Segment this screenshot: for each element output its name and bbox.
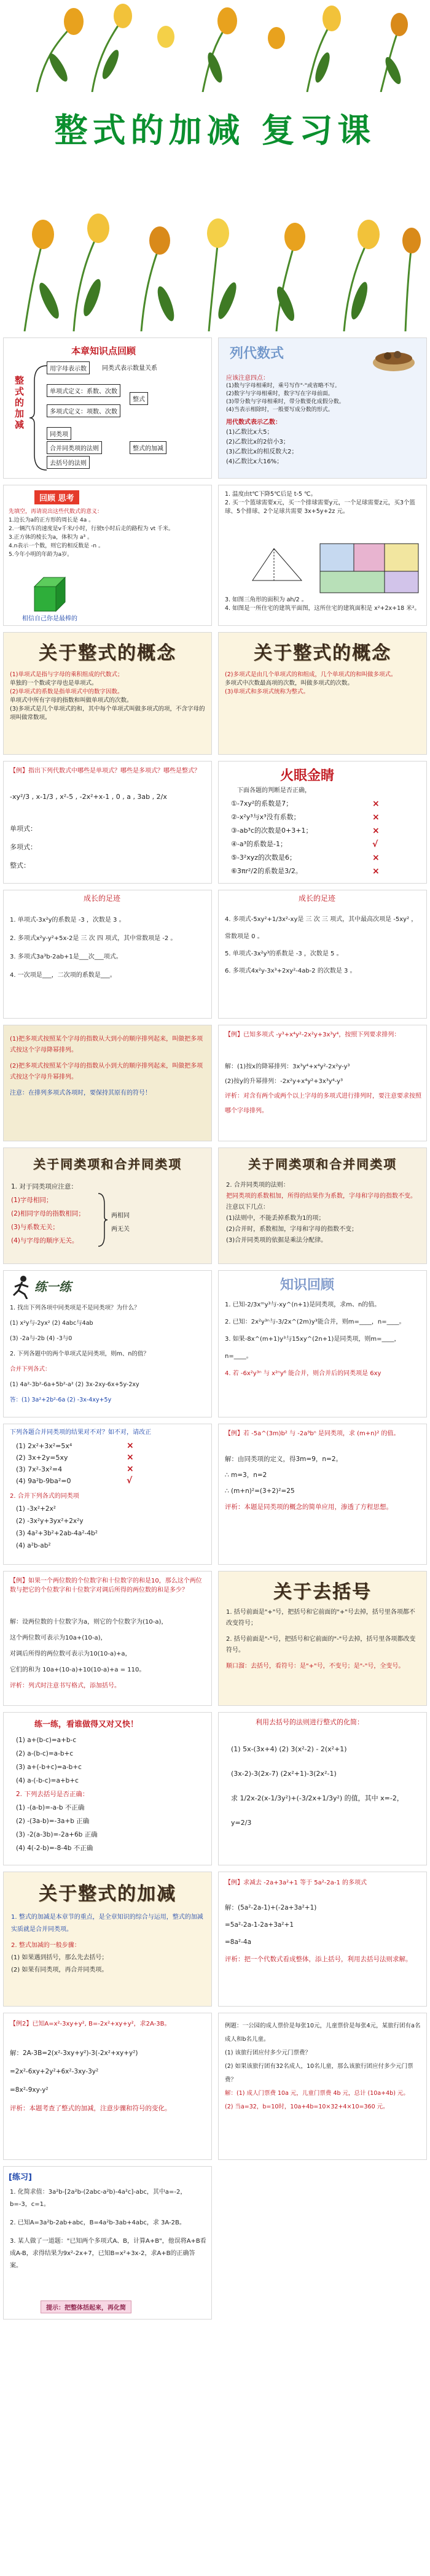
review-line: 4. 若 -6x²y³ⁿ 与 x²ⁿy⁶ 能合并，则合并后的同类项是 6xy (225, 1370, 381, 1377)
ticket-line: (2) 如果该旅行团有32名成人，10名儿童，那么该旅行团应付多少元门票费？ (225, 2063, 413, 2083)
slide-like-terms-2 (218, 1147, 427, 1264)
review-line: 3. 如果-8x^(m+1)y³与15xy^(2n+1)是同类项，则m=____，n=____。 (225, 1336, 401, 1360)
concept-line: 多项式中次数最高项的次数，叫做多项式的次数。 (225, 680, 354, 687)
example-head: 用代数式表示乙数： (226, 419, 281, 426)
fill-list-2 (225, 596, 421, 613)
example-head: 【例】若 -5a^(3m)b² 与 -2a⁹bⁿ 是同类项，求 (m+n)² 的值。 (225, 1430, 400, 1437)
node-add: 整式的加减 (130, 441, 166, 454)
exercise-line: 2. 已知A=3a²b-2ab+abc，B=4a²b-3ab+4abc，求 3A-2B。 (10, 2219, 186, 2226)
node-monomial: 单项式定义：系数、次数 (47, 384, 120, 397)
review-line: 4.n表示一个数，则它的相反数是 -n 。 (9, 543, 104, 549)
growth-line: 2. 多项式x²y-y²+5x-2是 三 次 四 项式，其中常数项是 -2 。 (10, 935, 177, 942)
expression-list: -xy²/3 , x-1/3 , x²-5 , -2x²+x-1 , 0 , a , 3ab , 2/x (10, 793, 167, 801)
example-answer-list (225, 1451, 421, 1515)
order-line: (2)把多项式按照某个字母的指数从小到大的顺序排列起来，叫做把多项式按这个字母升幂排列。 (10, 1063, 203, 1081)
judge-item: ②-x²y³与x³没有系数； (231, 813, 300, 821)
example-answer: =5a²-2a-1-2a+3a²+1 (225, 1921, 294, 1929)
bracket-practice: (3) -2(a-3b)=-2a+6b 正确 (16, 1831, 98, 1838)
slide-title: 列代数式 (230, 346, 284, 361)
note-line: (1)数与字母相乘时，乘号写作"·"或省略不写。 (226, 383, 340, 389)
slide-bracket-practice (3, 1712, 212, 1865)
concept-line: (1)单项式是指与字母的乘积组成的代数式； (10, 671, 123, 678)
judge-item: ⑥3πr²/2的系数是3/2。 (231, 867, 302, 875)
brace-note: 两相同 两无关 (111, 1213, 130, 1233)
example-answer: =8x²-9xy-y² (10, 2086, 49, 2094)
like-term-line: 1. 对于同类项应注意： (11, 1183, 77, 1190)
example-answer: =2x²-6xy+2y²+6x²-3xy-3y² (10, 2068, 99, 2075)
example-item: (1)乙数比x大5； (226, 429, 273, 436)
triangle-figure-icon (249, 544, 305, 587)
example-answer-list (10, 2044, 206, 2118)
growth-line: 4. 多项式-5xy²+1/3x²-xy是 三 次 三 项式，其中最高次项是 -5xy² ，常数项是 0 。 (225, 916, 418, 940)
node-like: 同类项 (47, 427, 71, 440)
check-list (16, 1440, 72, 1487)
example-answer: ∴ (m+n)²=(3+2)²=25 (225, 1487, 295, 1495)
simplify-list (231, 1737, 421, 1835)
note-line: (3)带分数与字母相乘时，带分数要化成假分数。 (226, 399, 345, 405)
growth-line: 6. 多项式4x²y-3x³+2xy²-4ab-2 的次数是 3 。 (225, 968, 356, 974)
bracket-rule: 2. 括号前面是"-"号，把括号和它前面的"-"号去掉，括号里各项都改变符号。 (226, 1636, 416, 1654)
slide-practice (3, 1270, 212, 1417)
judge-mark: × (372, 812, 380, 822)
growth-line: 5. 单项式-3x²y³的系数是 -3 ，次数是 5 。 (225, 951, 343, 957)
order-line: (1)把多项式按照某个字母的指数从大到小的顺序排列起来，叫做把多项式按这个字母降幂排列。 (10, 1036, 203, 1054)
example-answer: 解：由同类项的定义，得3m=9，n=2。 (225, 1456, 343, 1463)
slide-title: 利用去括号的法则进行整式的化简： (256, 1718, 364, 1726)
check-mark: × (127, 1464, 134, 1474)
node-same: 同类式表示数量关系 (102, 365, 157, 372)
ticket-line: 解：(1) 成人门票费 10a 元，儿童门票费 4b 元，总计 (10a+4b) 元。 (225, 2090, 409, 2097)
review-line: 2.一辆汽车的速度是v千米/小时，行驶t小时后走的路程为 vt 千米。 (9, 526, 174, 532)
example-answer: 解：(5a²-2a-1)+(-2a+3a²+1) (225, 1904, 317, 1911)
review-line: 先填空，再请说出这些代数式的意义： (9, 509, 103, 515)
slide-title: 关于整式的概念 (39, 642, 176, 664)
slide-brackets (218, 1571, 427, 1706)
fill-list (225, 490, 421, 516)
practice-line: 合并下列各式： (10, 1366, 51, 1373)
slide-title: 本章知识点回顾 (71, 345, 136, 357)
bracket-practice: (1) -(a-b)=-a-b 不正确 (16, 1804, 85, 1811)
note-list (226, 382, 420, 414)
hint-sticker: 提示：把整体括起来，再化简 (41, 2300, 131, 2313)
growth-line: 4. 一次项是___，二次项的系数是___。 (10, 972, 116, 979)
exercise-line: 3. 某人做了一道题："已知两个多项式A、B，计算A+B"，他误将A+B看成A-B，求得结果为9x²-2x+7，已知B=x²+3x-2，求A+B的正确答案。 (10, 2238, 206, 2269)
concept-list (10, 671, 206, 722)
combine-line: 注意以下几点： (226, 1204, 269, 1211)
fill-line: 1. 温度由t℃下降5℃后是 t-5 ℃。 (225, 491, 317, 498)
judge-item: ③-ab³c的次数是0+3+1； (231, 827, 313, 835)
sub-item: (1) -3x²+2x² (16, 1505, 57, 1513)
bracket-rule: 顺口溜：去括号，看符号：是"+"号，不变号；是"-"号，全变号。 (226, 1663, 405, 1670)
order-line: 注意：在排列多项式各项时，要保持其原有的符号！ (10, 1090, 151, 1097)
example-answer: 评析：本题考查了整式的加减，注意步骤和符号的变化。 (10, 2105, 171, 2112)
add-rule-list (11, 1911, 205, 1976)
cube-icon (28, 571, 77, 614)
answer-list (10, 820, 37, 875)
runner-icon (9, 1275, 33, 1299)
add-rule: 2. 整式加减的一般步骤： (11, 1942, 80, 1949)
practice-line: (3) -2a与-2b (4) -3与0 (10, 1335, 72, 1342)
order-answer-list (225, 1060, 421, 1119)
order-answer: (2)按y的升幂排列：-2x²y+x⁴y²+3x³y⁴-y³ (225, 1078, 343, 1085)
concept-line: 单独的一个数或字母也是单项式。 (10, 680, 98, 687)
node-poly: 多项式定义：项数、次数 (47, 404, 120, 417)
like-term-line: (2)相同字母的指数相同； (11, 1210, 85, 1217)
floor-plan-icon (317, 541, 421, 596)
example-item: (2)乙数比x的2倍小3； (226, 439, 289, 445)
answer-line: 整式： (10, 862, 30, 870)
example-answer: 评析：把一个代数式看成整体，添上括号，利用去括号法则求解。 (225, 1956, 412, 1963)
combine-line: (2)合并时，系数相加，字母和字母的指数不变； (226, 1226, 358, 1233)
fill-line: 3. 如图三角形的面积为 ah/2 。 (225, 596, 308, 603)
note-head: 应该注意四点： (226, 375, 269, 382)
bracket-practice: (2) a-(b-c)=a-b+c (16, 1750, 74, 1757)
example-answer: 对调后所得的两位数可表示为10(10-a)+a， (10, 1651, 131, 1657)
slide-simplify (218, 1712, 427, 1865)
concept-list (225, 671, 421, 696)
tulip-border-top (0, 0, 430, 92)
slide-title: 关于同类项和合并同类项 (33, 1157, 182, 1171)
judge-mark: × (372, 853, 380, 863)
judge-marks (372, 797, 380, 878)
concept-line: 单项式中所有字母的指数和叫做单项式的次数。 (10, 697, 133, 704)
check-marks (127, 1440, 134, 1487)
bracket-rule: 1. 括号前面是"+"号，把括号和它前面的"+"号去掉，括号里各项都不改变符号； (226, 1609, 415, 1627)
node-expr: 整式 (130, 392, 148, 405)
example-head: 【例】指出下列代数式中哪些是单项式？哪些是多项式？哪些是整式？ (10, 768, 200, 774)
order-list (10, 1034, 206, 1099)
slide-like-term-example (218, 1424, 427, 1565)
example-list (226, 428, 297, 467)
like-term-line: (4)与字母的顺序无关。 (11, 1237, 79, 1244)
slide-knowledge-review (218, 1270, 427, 1417)
node-bracket: 去括号的法则 (47, 456, 90, 469)
like-term-line: (1)字母相同； (11, 1197, 53, 1204)
practice-line: (1) x²y与-2yx² (2) 4abc与4ab (10, 1320, 93, 1327)
concept-line: (2)多项式是由几个单项式的和组成，几个单项式的和叫做多项式。 (225, 671, 397, 678)
slide-knowledge-map (3, 337, 212, 479)
slide-add-subtract (3, 1872, 212, 2007)
root-node: 整式的加减 (15, 375, 25, 430)
growth-line: 3. 多项式3a³b-2ab+1是___次___项式。 (10, 954, 122, 960)
judge-item: ⑤-3²xyz的次数是6； (231, 854, 297, 862)
growth-list (225, 911, 421, 980)
review-line: 1.边长为a的正方形的周长是 4a 。 (9, 517, 95, 523)
judge-mark: × (372, 826, 380, 836)
ticket-line: (1) 该旅行团应付多少元门票费？ (225, 2050, 311, 2056)
fill-line: 4. 如图是一所住宅的建筑平面图，这所住宅的建筑面积是 x²+2x+18 米²。 (225, 605, 421, 612)
combine-line: (1)法则中，不能丢掉系数为1的项； (226, 1215, 325, 1222)
bracket-practice: (2) -(3a-b)=-3a+b 正确 (16, 1818, 90, 1825)
example-item: (4)乙数比x大16%； (226, 458, 283, 465)
check-mark: √ (127, 1476, 133, 1486)
order-answer: 解：(1)按x的降幂排列：3x³y⁴+x⁴y²-2x²y-y³ (225, 1063, 350, 1070)
sub-item: (4) a²b-ab² (16, 1542, 51, 1549)
slide-sharp-eyes (218, 761, 427, 884)
slide-fill-blank (218, 485, 427, 626)
slide-like-terms-1 (3, 1147, 212, 1264)
simplify-line: (1) 5x-(3x+4) (2) 3(x²-2) - 2(x²+1) (231, 1745, 347, 1753)
judge-mark: √ (372, 839, 378, 849)
review-line: 5.今年小明的年龄为a岁。 (9, 552, 73, 558)
answer-line: 多项式： (10, 843, 37, 851)
example-head: 【例2】已知A=x²-3xy+y², B=-2x²+xy+y²，求2A-3B。 (10, 2021, 171, 2027)
slide-title: 练一练 (34, 1279, 71, 1294)
combine-line: 把同类项的系数相加，所得的结果作为系数，字母和字母的指数不变。 (226, 1193, 416, 1200)
slide-growth-2 (218, 890, 427, 1019)
example-answer: 评析：列式时注意书写格式，添加括号。 (10, 1683, 120, 1689)
slide-title: 关于去括号 (273, 1581, 372, 1603)
example-item: (3)乙数比x的相反数大2； (226, 449, 298, 455)
growth-list (10, 911, 206, 985)
slide-example-classify (3, 761, 212, 884)
bracket-rule-list (226, 1607, 420, 1672)
slide-ticket-example (218, 2013, 427, 2160)
sub-head: 2. 合并下列各式的同类项 (10, 1493, 79, 1500)
slide-title: 练一练，看谁做得又对又快！ (34, 1720, 139, 1729)
check-item: (4) 9a²b-9ba²=0 (16, 1477, 71, 1485)
slide-check-merge (3, 1424, 212, 1565)
slide-ordering (3, 1025, 212, 1141)
bracket-practice: (4) a-(-b-c)=a+b+c (16, 1777, 79, 1784)
example-answer-list (225, 1899, 421, 1968)
practice-line: (1) 4a²-3b²-6a+5b²-a² (2) 3x-2xy-6x+5y-2xy (10, 1381, 139, 1388)
bracket-practice: (3) a+(-b+c)=a-b+c (16, 1764, 82, 1771)
node-combine: 合并同类项的法则 (47, 441, 102, 454)
example-answer: 它们的和为 10a+(10-a)+10(10-a)+a = 110。 (10, 1667, 146, 1673)
check-mark: × (127, 1452, 134, 1462)
judge-mark: × (372, 799, 380, 809)
exercise-line: 1. 化简求值：3a²b-[2a²b-(2abc-a²b)-4a²c]-abc，其中a=-2，b=-3，c=1。 (10, 2189, 187, 2208)
bracket-practice: (1) a+(b-c)=a+b-c (16, 1737, 77, 1744)
example-head: 【例】求减去 -2a+3a²+1 等于 5a²-2a-1 的多项式 (225, 1880, 367, 1886)
example-head: 【例】已知多项式 -y³+x⁴y²-2x²y+3x³y⁴，按照下列要求排列： (225, 1032, 401, 1038)
judge-item: ④-a³的系数是-1； (231, 840, 287, 848)
slide-exercises (3, 2166, 212, 2320)
prompt-text: 相信自己你是最棒的 (22, 615, 77, 622)
slide-example-2 (3, 2013, 212, 2160)
example-answer: =8a²-4a (225, 1938, 252, 1946)
judge-list (231, 797, 312, 878)
slide-algebraic-expr (218, 337, 427, 479)
example-answer: 这个两位数可表示为10a+(10-a)， (10, 1635, 107, 1641)
intro-text: 下面各题的判断是否正确， (237, 787, 311, 794)
check-item: (2) 3x+2y=5xy (16, 1454, 68, 1462)
note-line: (4)当表示相除时，一般要写成分数的形式。 (226, 407, 334, 413)
practice-line: 1. 找出下列各项中同类项是不是同类项？为什么？ (10, 1305, 140, 1311)
slide-ordering-example (218, 1025, 427, 1141)
judge-item: ①-7xy²的系数是7； (231, 800, 293, 808)
combine-line: (3)合并同类项的依据是乘法分配律。 (226, 1237, 327, 1244)
tulip-border-bottom (0, 184, 430, 331)
review-line: 1. 已知-2/3xᵐy³与-xy^(n+1)是同类项，求m、n的值。 (225, 1301, 381, 1308)
review-line: 3.正方体的棱长为a，体积为 a³ 。 (9, 534, 93, 541)
slide-title: 成长的足迹 (84, 894, 121, 903)
title-slide (0, 0, 430, 331)
exercise-list (10, 2186, 206, 2272)
slide-concept-1 (3, 632, 212, 755)
review-list (9, 507, 208, 559)
sub-list (16, 1503, 98, 1552)
fill-line: 2. 买一个篮球需要x元，买一个排球需要y元，一个足球需要z元，买3个篮球、5个排球、2个足球共需要 3x+5y+2z 元。 (225, 499, 415, 515)
review-list (225, 1297, 421, 1382)
page-title: 整式的加减 复习课 (54, 110, 376, 150)
concept-line: (2)单项式的系数是指单项式中的数字因数。 (10, 688, 123, 695)
note-line: (2)数字与字母相乘时，数字写在字母前面。 (226, 391, 334, 397)
slide-review-think (3, 485, 212, 626)
add-rule: (2) 如果有同类项，再合并同类项。 (11, 1967, 108, 1973)
review-line: 2. 已知：2x²y³ⁿ与-3/2x^(2m)y³能合并，则m=____，n=____。 (225, 1319, 405, 1325)
bracket-practice-list (16, 1733, 206, 1855)
growth-line: 1. 单项式-3x²y的系数是 -3 ，次数是 3 。 (10, 917, 125, 924)
concept-line: (3)多项式是几个单项式的和，其中每个单项式叫做多项式的项，不含字母的项叫做常数项。 (10, 706, 205, 721)
add-rule: (1) 如果遇到括号，那么先去括号； (11, 1954, 108, 1961)
slide-title: 知识回顾 (280, 1278, 335, 1293)
slide-title: 火眼金睛 (280, 768, 335, 784)
slide-title: 关于同类项和合并同类项 (248, 1157, 397, 1171)
example-head: 【例】如果一个两位数的个位数字和十位数字的和是10，那么这个两位数与把它的个位数字和十位数字对调后所得的两位数的和是多少？ (10, 1578, 202, 1594)
simplify-line: (3x-2)-3(2x-7) (2x²+1)-3(2x²-1) (231, 1770, 337, 1778)
node-letters: 用字母表示数 (47, 361, 90, 374)
check-mark: × (127, 1441, 134, 1451)
judge-mark: × (372, 866, 380, 876)
example-answer: 解：2A-3B=2(x²-3xy+y²)-3(-2x²+xy+y²) (10, 2050, 138, 2057)
slide-growth-1 (3, 890, 212, 1019)
combine-line: 2. 合并同类项的法则： (226, 1182, 289, 1189)
bracket-practice: 2. 下列去括号是否正确： (16, 1791, 89, 1798)
combine-list (226, 1180, 423, 1246)
practice-list (10, 1300, 206, 1408)
answer-line: 单项式： (10, 825, 37, 833)
simplify-line: 求 1/2x-2(x-1/3y²)+(-3/2x+1/3y²) 的值，其中 x=-2，y=2/3 (231, 1794, 404, 1827)
add-rule: 1. 整式的加减是本章节的重点，是全章知识的综合与运用，整式的加减实质就是合并同类项。 (11, 1914, 203, 1933)
like-term-list (11, 1180, 85, 1248)
like-term-line: (3)与系数无关； (11, 1224, 59, 1231)
sub-item: (2) -3x²y+3yx²+2x²y (16, 1517, 84, 1525)
slide-title: [练习] (9, 2173, 32, 2182)
ticket-line: (2) 当a=32，b=10时，10a+4b=10×32+4×10=360 元。 (225, 2104, 389, 2110)
check-item: (3) 7x²-3x²=4 (16, 1465, 63, 1473)
concept-line: (3)单项式和多项式统称为整式。 (225, 688, 309, 695)
ticket-line: 例题：一公园的成人票价是每张10元，儿童票价是每张4元，某旅行团有a名成人和b名儿童。 (225, 2023, 421, 2043)
slide-title: 成长的足迹 (299, 894, 336, 903)
example-answer-list (10, 1614, 206, 1694)
slide-title: 关于整式的加减 (39, 1883, 176, 1905)
example-answer: 解：设两位数的十位数字为a，则它的个位数字为(10-a)， (10, 1619, 168, 1625)
tulip-row-bottom-icon (0, 184, 430, 331)
order-answer: 评析：对含有两个或两个以上字母的多项式进行排列时，要注意要求按照哪个字母排列。 (225, 1093, 421, 1114)
practice-line: 答：(1) 3a²+2b²-6a (2) -3x-4xy+5y (10, 1397, 112, 1403)
slide-add-example (218, 1872, 427, 2007)
brace-icon (96, 1192, 108, 1248)
example-answer: 评析：本题是同类项的概念的简单应用，渗透了方程思想。 (225, 1503, 393, 1511)
ticket-list (225, 2019, 421, 2114)
tulip-row-top-icon (0, 0, 430, 92)
slide-title: 下列各题合并同类项的结果对不对？如不对，请改正 (10, 1429, 151, 1436)
decor-bowl-icon (369, 341, 418, 375)
bracket-practice: (4) 4(-2-b)=-8-4b 不正确 (16, 1845, 93, 1852)
sub-item: (3) 4a²+3b²+2ab-4a²-4b² (16, 1530, 98, 1537)
slide-two-digit-example (3, 1571, 212, 1706)
practice-line: 2. 下列各题中的两个单项式是同类项，则m、n的值？ (10, 1351, 149, 1357)
example-answer: ∴ m=3，n=2 (225, 1471, 267, 1479)
slide-title: 回顾 思考 (34, 490, 79, 504)
slide-title: 关于整式的概念 (254, 642, 391, 664)
check-item: (1) 2x²+3x²=5x⁴ (16, 1442, 72, 1450)
slide-concept-2 (218, 632, 427, 755)
